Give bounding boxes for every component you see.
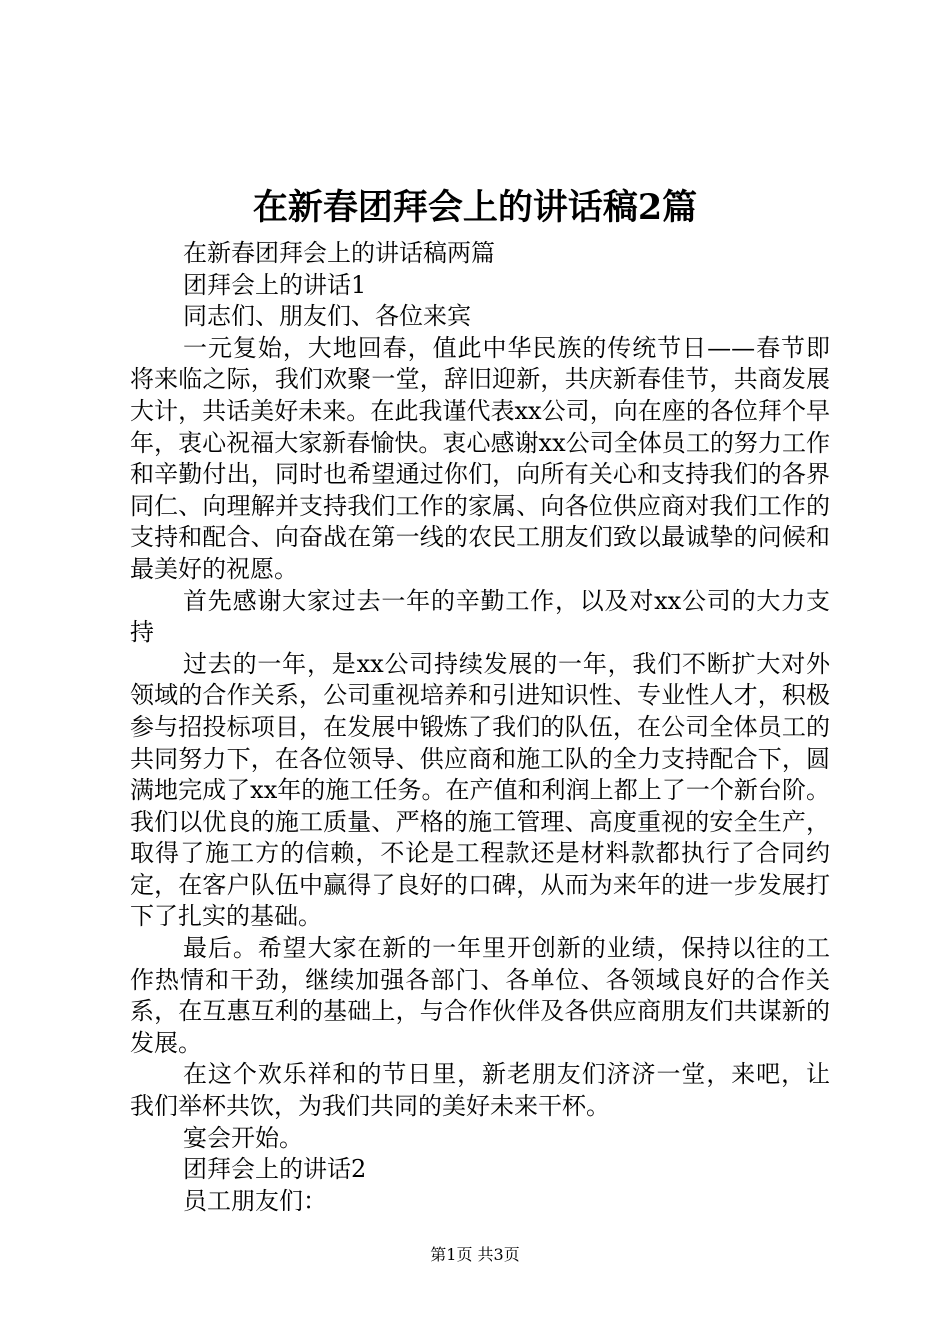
- paragraph-salutation: 员工朋友们：: [183, 1186, 327, 1215]
- paragraph-speech-2-heading: 团拜会上的讲话2: [183, 1155, 367, 1184]
- paragraph-body: 首先感谢大家过去一年的辛勤工作，以及对xx公司的大力支持: [130, 586, 830, 647]
- paragraph-body: 在这个欢乐祥和的节日里，新老朋友们济济一堂，来吧，让我们举杯共饮，为我们共同的美好未来干杯。: [130, 1060, 830, 1121]
- paragraph-banquet-start: 宴会开始。: [183, 1123, 303, 1152]
- paragraph-salutation: 同志们、朋友们、各位来宾: [183, 302, 471, 331]
- document-body: [130, 238, 830, 1217]
- page-number-footer: 第1页 共3页: [430, 1245, 520, 1264]
- paragraph-body: 最后。希望大家在新的一年里开创新的业绩，保持以往的工作热情和干劲，继续加强各部门、各单位、各领域良好的合作关系，在互惠互利的基础上，与合作伙伴及各供应商朋友们共谋新的发展。: [130, 934, 830, 1057]
- paragraph-body: 过去的一年，是xx公司持续发展的一年，我们不断扩大对外领域的合作关系，公司重视培养和引进知识性、专业性人才，积极参与招投标项目，在发展中锻炼了我们的队伍，在公司全体员工的共同努力下，在各位领导、供应商和施工队的全力支持配合下，圆满地完成了xx年的施工任务。在产值和利润上都上了一个新台阶。我们以优良的施工质量、严格的施工管理、高度重视的安全生产，取得了施工方的信赖，不论是工程款还是材料款都执行了合同约定，在客户队伍中赢得了良好的口碑，从而为来年的进一步发展打下了扎实的基础。: [130, 649, 830, 931]
- paragraph-speech-1-heading: 团拜会上的讲话1: [183, 270, 367, 299]
- paragraph-body: 一元复始，大地回春，值此中华民族的传统节日——春节即将来临之际，我们欢聚一堂，辞旧迎新，共庆新春佳节，共商发展大计，共话美好未来。在此我谨代表xx公司，向在座的各位拜个早年，衷心祝福大家新春愉快。衷心感谢xx公司全体员工的努力工作和辛勤付出，同时也希望通过你们，向所有关心和支持我们的各界同仁、向理解并支持我们工作的家属、向各位供应商对我们工作的支持和配合、向奋战在第一线的农民工朋友们致以最诚挚的问候和最美好的祝愿。: [130, 333, 830, 583]
- paragraph-subtitle: 在新春团拜会上的讲话稿两篇: [183, 239, 495, 267]
- document-title: 在新春团拜会上的讲话稿2篇: [252, 187, 698, 228]
